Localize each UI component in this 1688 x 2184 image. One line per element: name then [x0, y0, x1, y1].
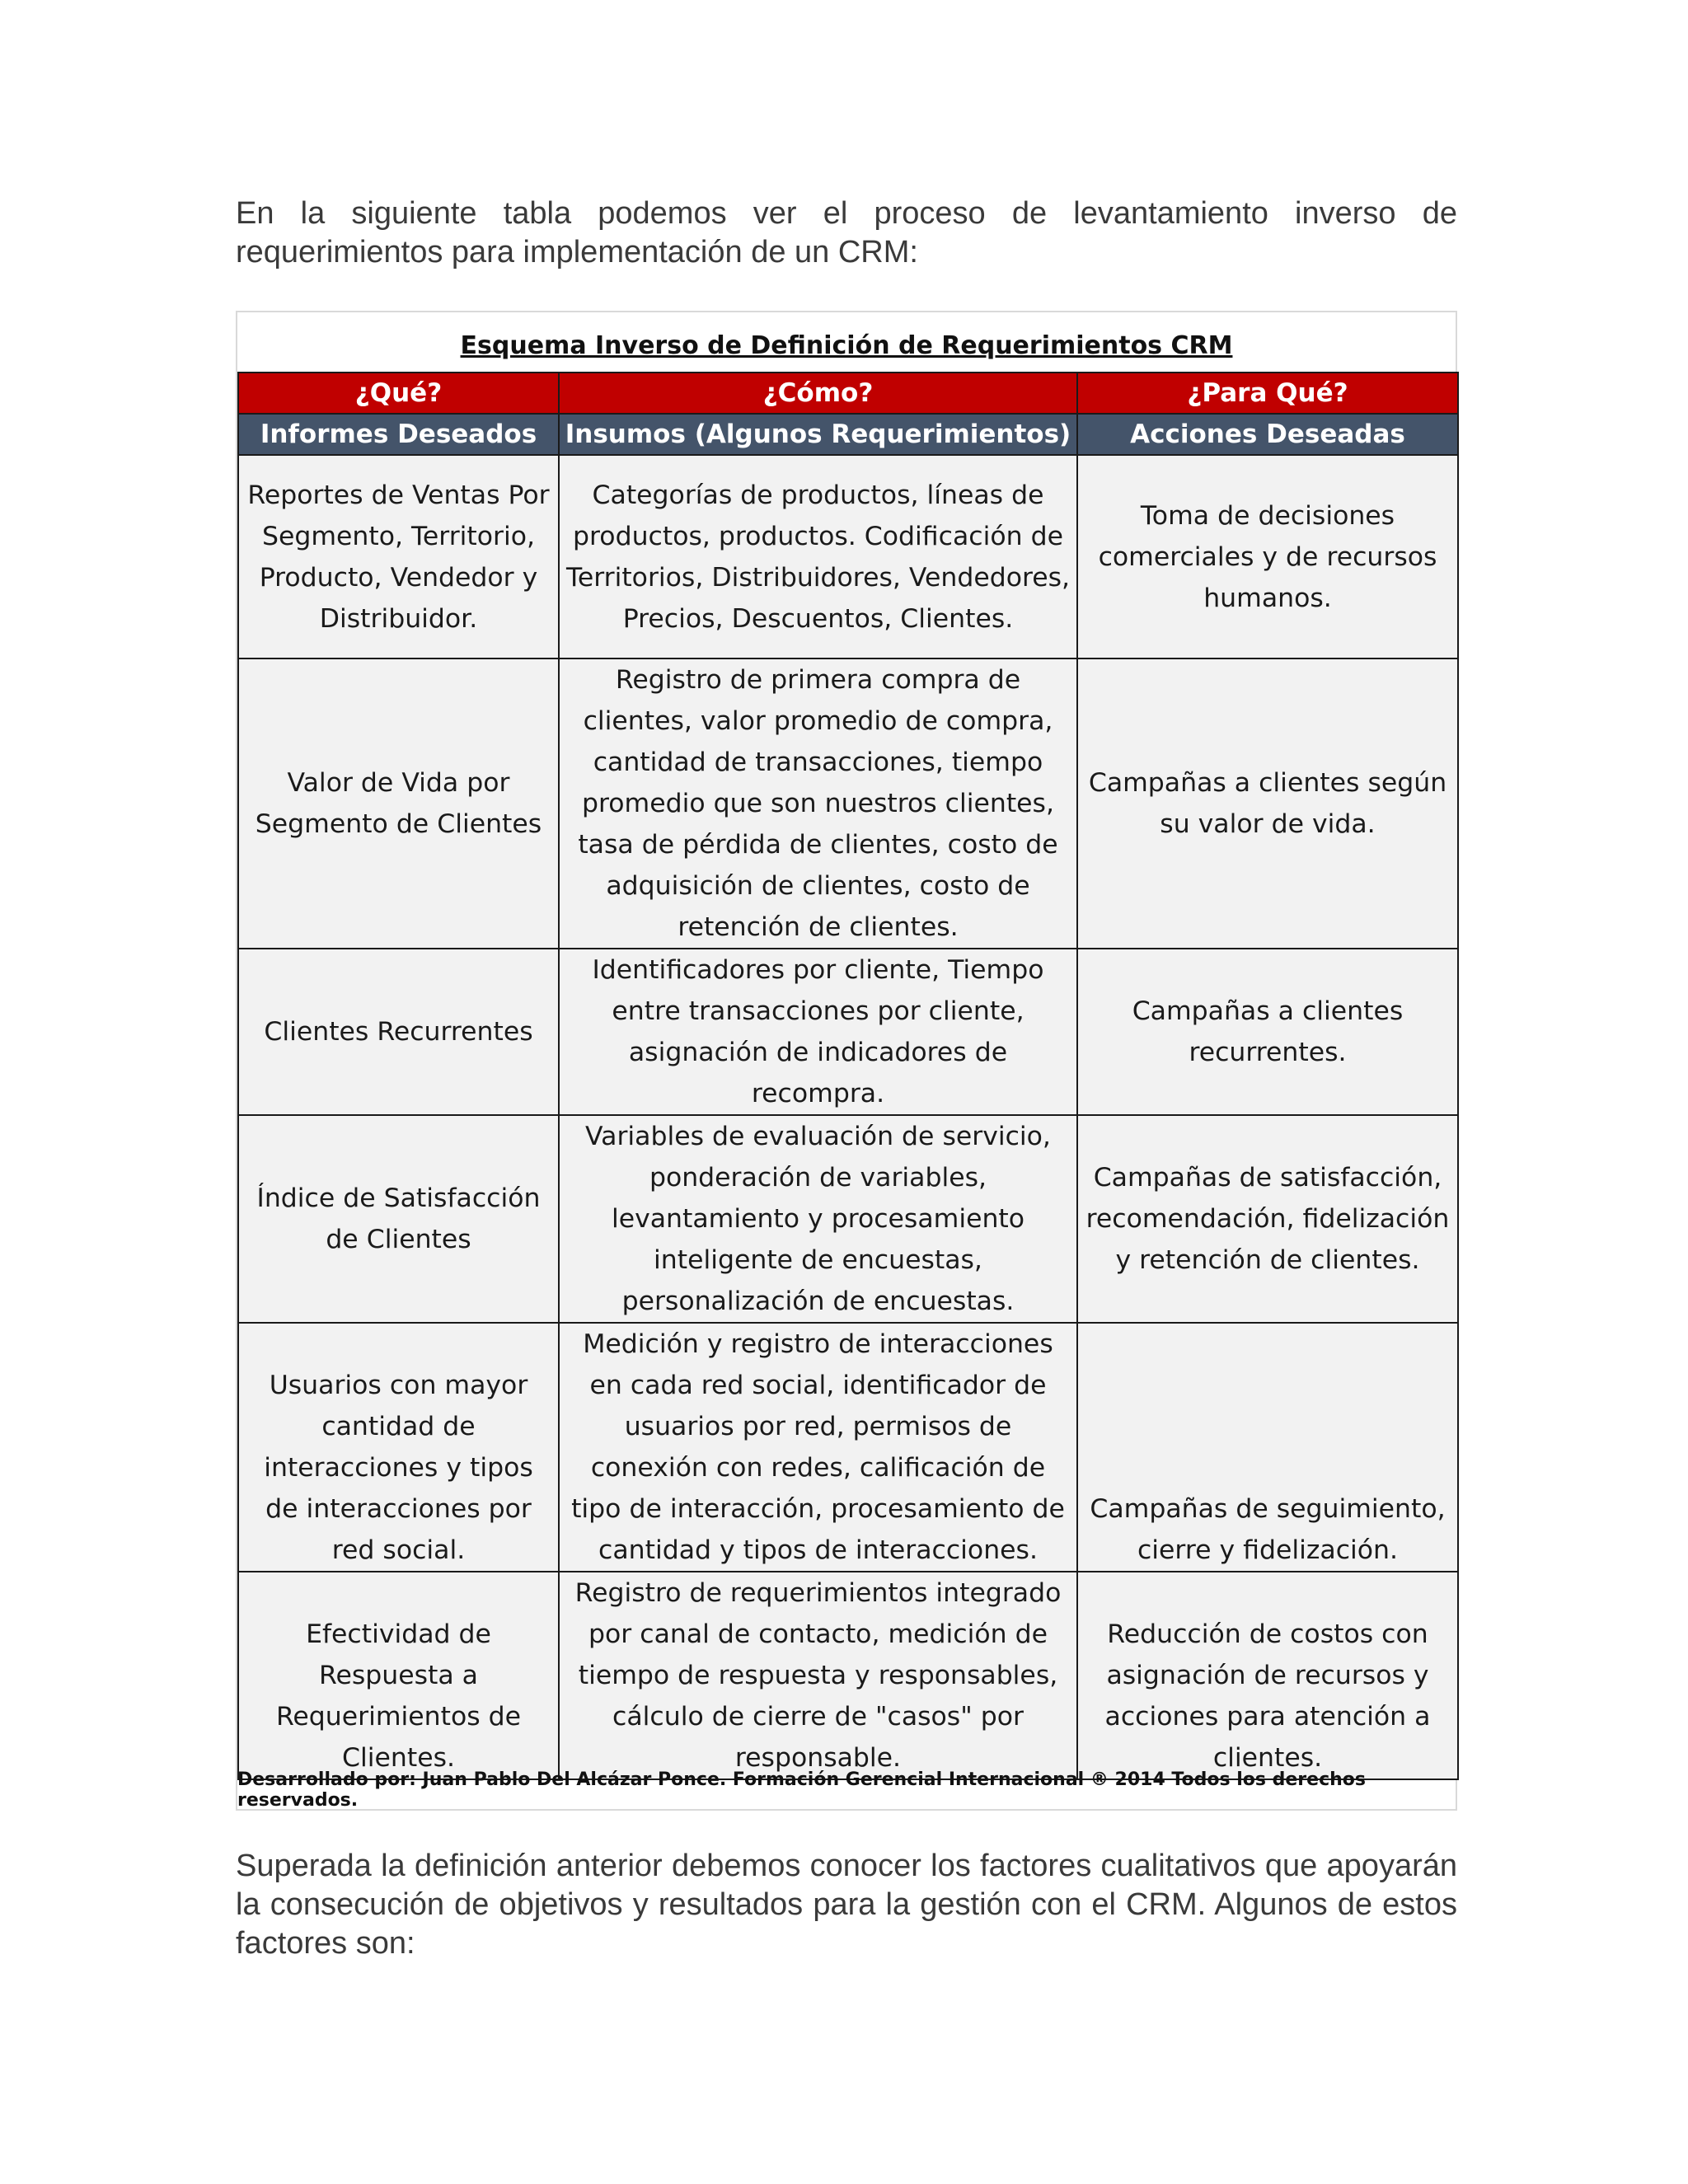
question-header-row	[238, 373, 1458, 414]
header-acciones-deseadas: Acciones Deseadas	[1077, 414, 1458, 455]
crm-requirements-table	[237, 372, 1459, 1780]
cell-insumos: Registro de primera compra de clientes, valor promedio de compra, cantidad de transacciones, tiempo promedio que son nuestros clientes, tasa de pérdida de clientes, costo de adquisición de clientes, costo de retención de clientes.	[559, 658, 1077, 949]
table-row	[238, 1572, 1458, 1779]
cell-insumos: Variables de evaluación de servicio, ponderación de variables, levantamiento y procesamiento inteligente de encuestas, personalización de encuestas.	[559, 1115, 1077, 1323]
cell-acciones: Campañas de satisfacción, recomendación, fidelización y retención de clientes.	[1077, 1115, 1458, 1323]
table-credit: Desarrollado por: Juan Pablo Del Alcázar Ponce. Formación Gerencial Internacional ® 2014 Todos los derechos reservados.	[237, 1769, 1366, 1811]
cell-insumos: Identificadores por cliente, Tiempo entre transacciones por cliente, asignación de indicadores de recompra.	[559, 949, 1077, 1115]
header-como: ¿Cómo?	[559, 373, 1077, 414]
cell-insumos: Medición y registro de interacciones en cada red social, identificador de usuarios por red, permisos de conexión con redes, calificación de tipo de interacción, procesamiento de cantidad y tipos de interacciones.	[559, 1323, 1077, 1572]
table-row	[238, 949, 1458, 1115]
cell-acciones: Reducción de costos con asignación de recursos y acciones para atención a clientes.	[1077, 1572, 1458, 1779]
cell-informe: Usuarios con mayor cantidad de interacciones y tipos de interacciones por red social.	[238, 1323, 559, 1572]
table-title: Esquema Inverso de Definición de Requerimientos CRM	[460, 330, 1233, 360]
cell-informe: Clientes Recurrentes	[238, 949, 559, 1115]
table-row	[238, 1115, 1458, 1323]
cell-informe: Índice de Satisfacción de Clientes	[238, 1115, 559, 1323]
cell-acciones: Campañas a clientes recurrentes.	[1077, 949, 1458, 1115]
header-para-que: ¿Para Qué?	[1077, 373, 1458, 414]
closing-paragraph: Superada la definición anterior debemos conocer los factores cualitativos que apoyarán la consecución de objetivos y resultados para la gestión con el CRM. Algunos de estos factores son:	[236, 1849, 1457, 1961]
column-header-row	[238, 414, 1458, 455]
crm-requirements-table-frame	[236, 311, 1457, 1811]
cell-insumos: Registro de requerimientos integrado por canal de contacto, medición de tiempo de respuesta y responsables, cálculo de cierre de "casos" por responsable.	[559, 1572, 1077, 1779]
cell-informe: Efectividad de Respuesta a Requerimientos de Clientes.	[238, 1572, 559, 1779]
header-insumos: Insumos (Algunos Requerimientos)	[559, 414, 1077, 455]
header-informes-deseados: Informes Deseados	[238, 414, 559, 455]
cell-insumos: Categorías de productos, líneas de productos, productos. Codificación de Territorios, Distribuidores, Vendedores, Precios, Descuentos, Clientes.	[559, 455, 1077, 658]
cell-informe: Reportes de Ventas Por Segmento, Territorio, Producto, Vendedor y Distribuidor.	[238, 455, 559, 658]
cell-informe: Valor de Vida por Segmento de Clientes	[238, 658, 559, 949]
intro-paragraph: En la siguiente tabla podemos ver el proceso de levantamiento inverso de requerimientos para implementación de un CRM:	[236, 196, 1457, 269]
cell-acciones: Campañas a clientes según su valor de vida.	[1077, 658, 1458, 949]
table-row	[238, 1323, 1458, 1572]
table-row	[238, 455, 1458, 658]
cell-acciones: Campañas de seguimiento, cierre y fidelización.	[1077, 1323, 1458, 1572]
table-row	[238, 658, 1458, 949]
cell-acciones: Toma de decisiones comerciales y de recursos humanos.	[1077, 455, 1458, 658]
header-que: ¿Qué?	[238, 373, 559, 414]
